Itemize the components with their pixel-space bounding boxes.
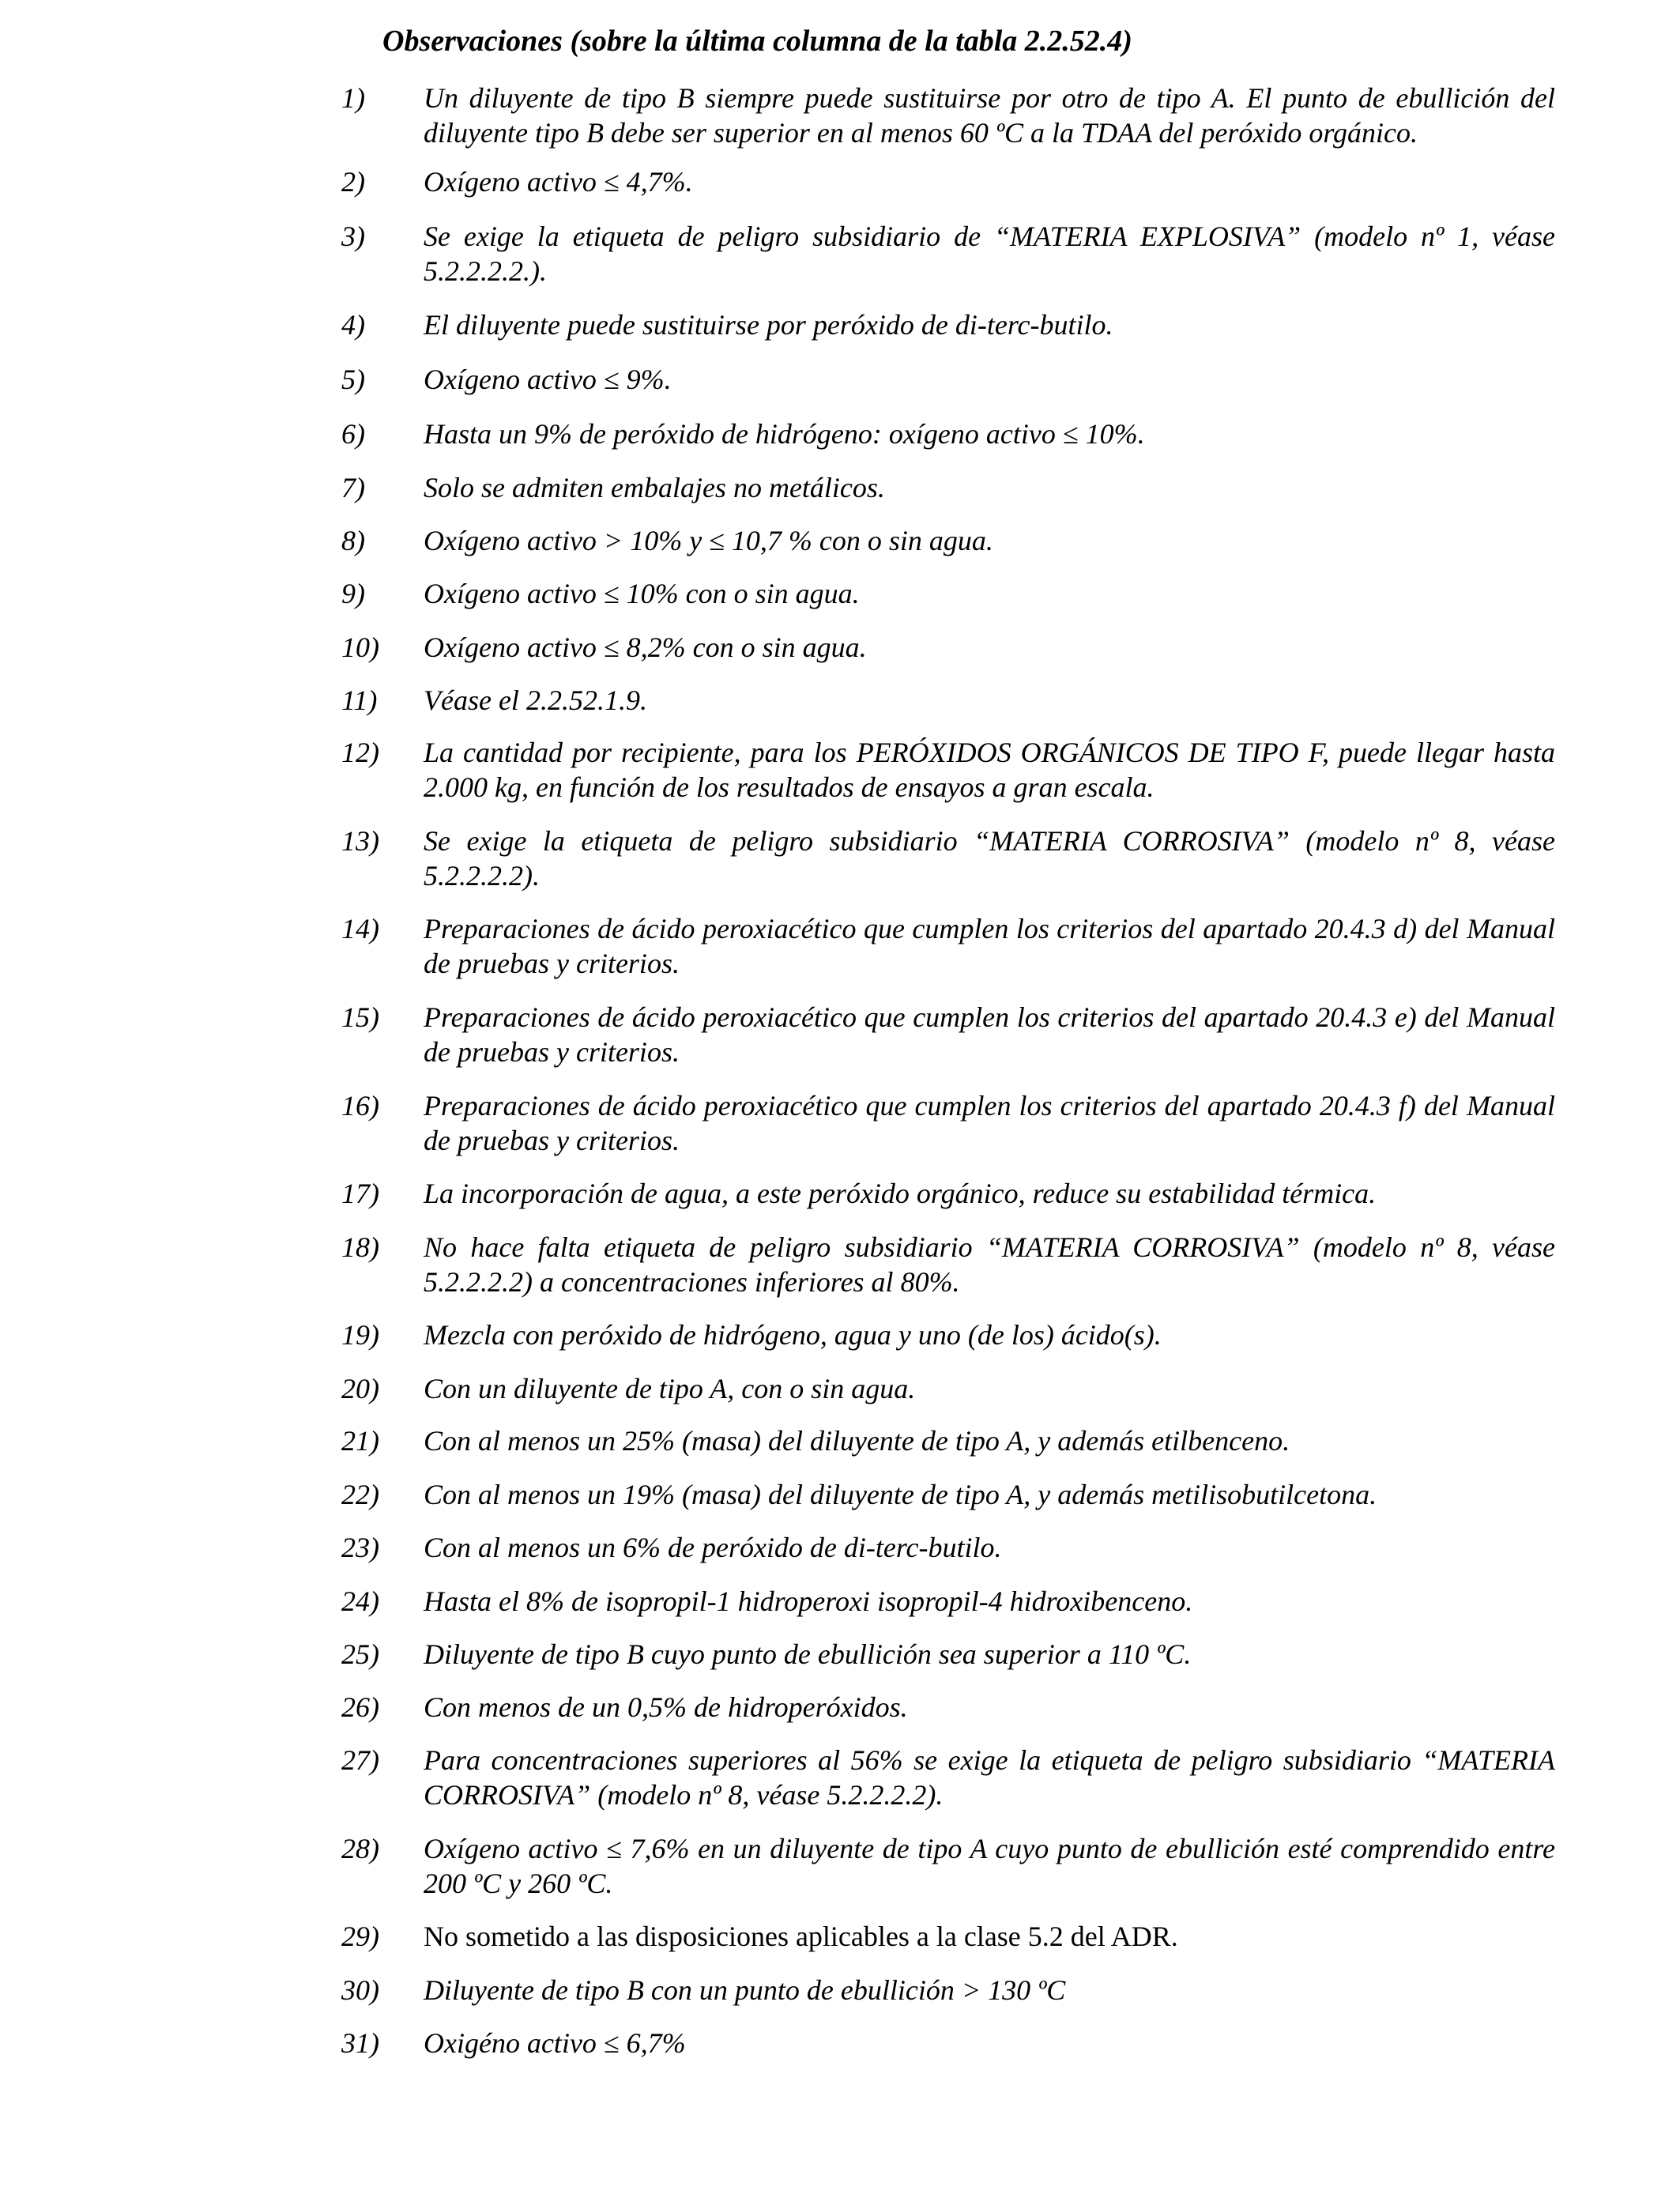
note-number: 5) — [341, 364, 365, 395]
note-number: 11) — [341, 684, 378, 716]
note-number: 27) — [341, 1744, 379, 1776]
note-text: Preparaciones de ácido peroxiacético que cumplen los criterios del apartado 20.4.3 d) del Manual de pruebas y criterios. — [424, 913, 1555, 979]
note-text: Diluyente de tipo B cuyo punto de ebullición sea superior a 110 ºC. — [424, 1638, 1192, 1670]
note-text: Oxígeno activo ≤ 10% con o sin agua. — [424, 578, 860, 609]
note-number: 26) — [341, 1691, 379, 1723]
note-number: 6) — [341, 418, 365, 450]
note-text: Oxígeno activo ≤ 9%. — [424, 364, 672, 395]
note-text: El diluyente puede sustituirse por peróxido de di-terc-butilo. — [424, 309, 1113, 341]
note-text: Preparaciones de ácido peroxiacético que cumplen los criterios del apartado 20.4.3 e) del Manual de pruebas y criterios. — [424, 1001, 1555, 1068]
note-number: 8) — [341, 525, 365, 556]
note-number: 3) — [341, 221, 365, 252]
note-number: 29) — [341, 1921, 379, 1952]
note-text: Oxígeno activo ≤ 7,6% en un diluyente de tipo A cuyo punto de ebullición esté comprendido entre 200 ºC y 260 ºC. — [424, 1833, 1555, 1899]
note-text: Véase el 2.2.52.1.9. — [424, 684, 647, 716]
note-text: Con un diluyente de tipo A, con o sin agua. — [424, 1373, 916, 1404]
note-number: 22) — [341, 1479, 379, 1510]
note-number: 7) — [341, 472, 365, 503]
note-number: 17) — [341, 1178, 379, 1209]
note-text: La incorporación de agua, a este peróxido orgánico, reduce su estabilidad térmica. — [424, 1178, 1377, 1209]
note-number: 30) — [341, 1974, 379, 2006]
note-number: 31) — [341, 2027, 379, 2059]
note-text: No hace falta etiqueta de peligro subsidiario “MATERIA CORROSIVA” (modelo nº 8, véase 5.2.2.2.2) a concentraciones inferiores al 80%. — [424, 1231, 1555, 1298]
note-text: Oxígeno activo > 10% y ≤ 10,7 % con o sin agua. — [424, 525, 993, 556]
note-text: Hasta un 9% de peróxido de hidrógeno: oxígeno activo ≤ 10%. — [424, 418, 1145, 450]
note-number: 25) — [341, 1638, 379, 1670]
note-text: Con menos de un 0,5% de hidroperóxidos. — [424, 1691, 908, 1723]
note-number: 18) — [341, 1231, 379, 1263]
note-text: No sometido a las disposiciones aplicables a la clase 5.2 del ADR. — [424, 1921, 1178, 1952]
note-text: Solo se admiten embalajes no metálicos. — [424, 472, 885, 503]
note-text: Oxígeno activo ≤ 4,7%. — [424, 166, 693, 198]
note-number: 20) — [341, 1373, 379, 1404]
note-number: 1) — [341, 82, 365, 114]
note-number: 10) — [341, 631, 379, 663]
note-number: 13) — [341, 825, 379, 857]
note-number: 9) — [341, 578, 365, 609]
note-text: Para concentraciones superiores al 56% se exige la etiqueta de peligro subsidiario “MATERIA CORROSIVA” (modelo nº 8, véase 5.2.2.2.2). — [424, 1744, 1555, 1811]
note-number: 15) — [341, 1001, 379, 1033]
note-text: Hasta el 8% de isopropil-1 hidroperoxi isopropil-4 hidroxibenceno. — [424, 1585, 1193, 1617]
note-text: Con al menos un 25% (masa) del diluyente de tipo A, y además etilbenceno. — [424, 1425, 1290, 1457]
page-title: Observaciones (sobre la última columna de la tabla 2.2.52.4) — [382, 25, 1132, 58]
note-text: Con al menos un 6% de peróxido de di-terc-butilo. — [424, 1532, 1002, 1563]
note-number: 4) — [341, 309, 365, 341]
note-text: Se exige la etiqueta de peligro subsidiario de “MATERIA EXPLOSIVA” (modelo nº 1, véase 5.2.2.2.2.). — [424, 221, 1555, 287]
note-number: 12) — [341, 737, 379, 768]
note-text: La cantidad por recipiente, para los PERÓXIDOS ORGÁNICOS DE TIPO F, puede llegar hasta 2.000 kg, en función de los resultados de ensayos a gran escala. — [424, 737, 1555, 803]
note-text: Un diluyente de tipo B siempre puede sustituirse por otro de tipo A. El punto de ebullición del diluyente tipo B debe ser superior en al menos 60 ºC a la TDAA del peróxido orgánico. — [424, 82, 1555, 149]
note-number: 24) — [341, 1585, 379, 1617]
note-text: Mezcla con peróxido de hidrógeno, agua y uno (de los) ácido(s). — [424, 1319, 1162, 1351]
note-text: Oxígeno activo ≤ 8,2% con o sin agua. — [424, 631, 867, 663]
note-number: 2) — [341, 166, 365, 198]
note-number: 23) — [341, 1532, 379, 1563]
note-number: 14) — [341, 913, 379, 944]
note-number: 21) — [341, 1425, 379, 1457]
note-text: Se exige la etiqueta de peligro subsidiario “MATERIA CORROSIVA” (modelo nº 8, véase 5.2.2.2.2). — [424, 825, 1555, 892]
note-text: Con al menos un 19% (masa) del diluyente de tipo A, y además metilisobutilcetona. — [424, 1479, 1377, 1510]
note-text: Oxigéno activo ≤ 6,7% — [424, 2027, 686, 2059]
note-text: Preparaciones de ácido peroxiacético que cumplen los criterios del apartado 20.4.3 f) del Manual de pruebas y criterios. — [424, 1090, 1555, 1156]
note-number: 19) — [341, 1319, 379, 1351]
note-number: 16) — [341, 1090, 379, 1122]
note-number: 28) — [341, 1833, 379, 1864]
note-text: Diluyente de tipo B con un punto de ebullición > 130 ºC — [424, 1974, 1066, 2006]
